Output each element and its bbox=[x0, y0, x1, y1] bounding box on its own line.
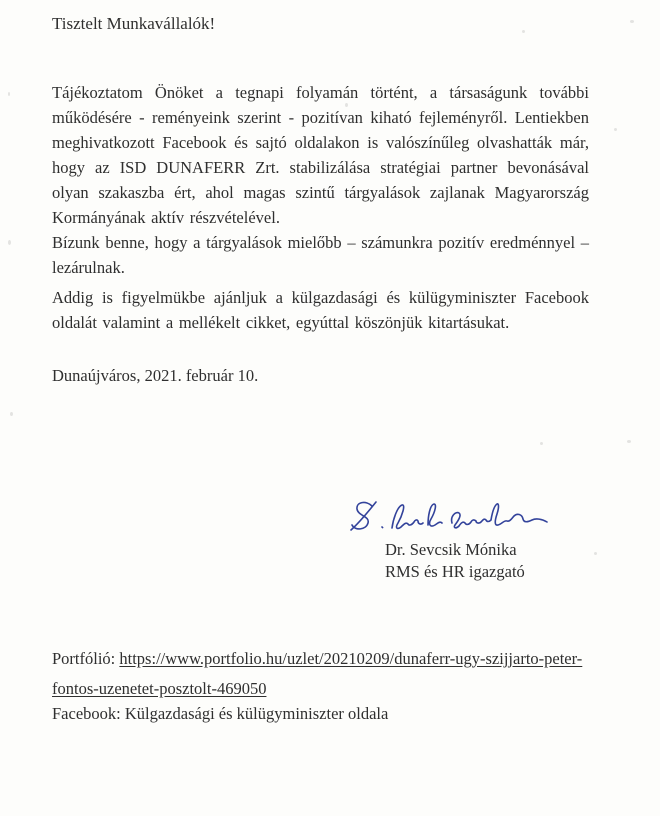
paragraph-announcement: Tájékoztatom Önöket a tegnapi folyamán történt, a társaságunk további működésére - reményeink szerint - pozitívan kiható fejleményről. Lentiekben meghivatkozott Facebook és sajtó oldalakon is valószínűleg olvashatták már, hogy az ISD DUNAFERR Zrt. stabilizálása stratégiai partner bevonásával olyan szakaszba ért, ahol magas szintű tárgyalások zajlanak Magyarország Kormányának aktív részvételével. bbox=[52, 83, 589, 227]
facebook-label: Facebook: bbox=[52, 704, 125, 723]
signatory-title: RMS és HR igazgató bbox=[385, 562, 525, 581]
facebook-line bbox=[52, 704, 388, 724]
scan-noise bbox=[627, 440, 631, 443]
scan-noise bbox=[345, 103, 348, 107]
signatory-name: Dr. Sevcsik Mónika bbox=[385, 540, 517, 559]
paragraph-hope: Bízunk benne, hogy a tárgyalások mielőbb – számunkra pozitív eredménnyel – lezárulnak. bbox=[52, 233, 589, 277]
salutation: Tisztelt Munkavállalók! bbox=[52, 14, 216, 33]
scan-noise bbox=[8, 92, 10, 96]
scan-noise bbox=[630, 20, 634, 23]
facebook-page-name: Külgazdasági és külügyminiszter oldala bbox=[124, 704, 389, 723]
portfolio-label: Portfólió: bbox=[52, 649, 120, 668]
signature-strokes bbox=[351, 502, 547, 530]
scan-noise bbox=[8, 240, 11, 245]
scan-noise bbox=[614, 128, 617, 131]
paragraph-recommendation: Addig is figyelmükbe ajánljuk a külgazdasági és külügyminiszter Facebook oldalát valamint a mellékelt cikket, egyúttal köszönjük kitartásukat. bbox=[52, 288, 589, 332]
handwritten-signature bbox=[348, 492, 553, 542]
dateline: Dunaújváros, 2021. február 10. bbox=[52, 366, 259, 385]
scan-noise bbox=[522, 30, 525, 33]
scan-noise bbox=[594, 552, 597, 555]
scan-noise bbox=[10, 412, 13, 416]
scan-noise bbox=[540, 442, 543, 445]
portfolio-line bbox=[52, 644, 600, 704]
portfolio-link[interactable]: https://www.portfolio.hu/uzlet/20210209/dunaferr-ugy-szijjarto-peter-fontos-uzenetet-posztolt-469050 bbox=[52, 649, 583, 698]
